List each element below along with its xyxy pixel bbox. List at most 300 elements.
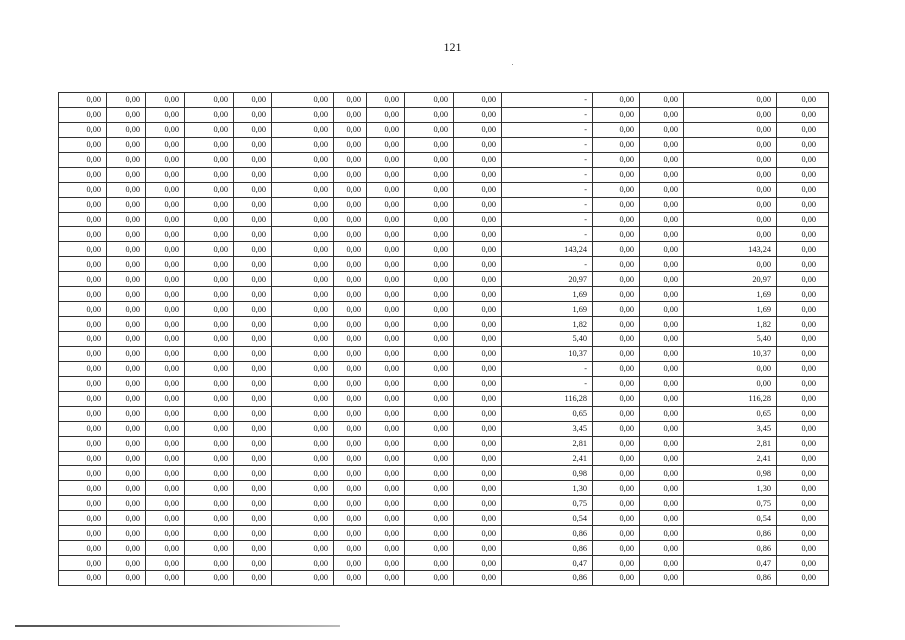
- table-cell: 0,00: [593, 107, 640, 122]
- table-cell: 0,00: [367, 391, 405, 406]
- table-cell: 0,00: [367, 227, 405, 242]
- table-cell: 0,00: [334, 436, 367, 451]
- table-cell: 20,97: [502, 272, 593, 287]
- table-cell: 0,86: [684, 541, 777, 556]
- table-cell: 0,00: [334, 122, 367, 137]
- table-cell: 0,00: [334, 197, 367, 212]
- table-cell: 1,82: [684, 317, 777, 332]
- table-cell: 0,00: [272, 526, 334, 541]
- table-cell: 0,00: [367, 302, 405, 317]
- table-cell: 0,00: [367, 317, 405, 332]
- table-cell: 0,00: [640, 376, 684, 391]
- table-cell: 0,00: [334, 257, 367, 272]
- table-cell: 0,00: [593, 302, 640, 317]
- table-cell: 0,00: [234, 391, 272, 406]
- table-cell: 0,00: [405, 496, 454, 511]
- table-cell: 0,00: [684, 361, 777, 376]
- table-cell: 0,65: [684, 406, 777, 421]
- table-cell: -: [502, 152, 593, 167]
- table-cell: 0,00: [684, 182, 777, 197]
- table-cell: 0,00: [272, 287, 334, 302]
- table-cell: 0,00: [640, 122, 684, 137]
- table-cell: -: [502, 107, 593, 122]
- scan-artifact-line: [15, 625, 340, 627]
- table-cell: 0,00: [146, 242, 185, 257]
- table-cell: 0,00: [59, 317, 107, 332]
- table-cell: 0,00: [405, 481, 454, 496]
- table-cell: 0,00: [272, 107, 334, 122]
- table-cell: 0,00: [593, 436, 640, 451]
- table-cell: 0,00: [107, 496, 146, 511]
- table-cell: 0,00: [334, 541, 367, 556]
- table-cell: 0,00: [272, 376, 334, 391]
- table-cell: 0,00: [107, 272, 146, 287]
- table-cell: 0,00: [593, 541, 640, 556]
- table-cell: 0,00: [107, 182, 146, 197]
- table-cell: 0,00: [146, 376, 185, 391]
- table-cell: 0,00: [272, 212, 334, 227]
- table-cell: 0,86: [502, 526, 593, 541]
- table-cell: 0,00: [405, 167, 454, 182]
- table-cell: 0,00: [334, 152, 367, 167]
- table-cell: 0,00: [185, 242, 234, 257]
- table-cell: 10,37: [502, 346, 593, 361]
- table-cell: 0,00: [684, 376, 777, 391]
- table-cell: 0,00: [640, 511, 684, 526]
- table-cell: 0,00: [684, 122, 777, 137]
- table-cell: 0,00: [185, 227, 234, 242]
- table-cell: 0,00: [234, 272, 272, 287]
- table-row: [59, 93, 829, 108]
- table-cell: -: [502, 227, 593, 242]
- table-cell: 0,00: [405, 556, 454, 571]
- table-cell: 0,00: [405, 287, 454, 302]
- table-cell: 0,00: [640, 332, 684, 347]
- table-row: [59, 436, 829, 451]
- table-cell: 0,00: [107, 436, 146, 451]
- table-cell: 0,00: [234, 302, 272, 317]
- table-cell: 0,98: [502, 466, 593, 481]
- table-cell: 0,00: [405, 197, 454, 212]
- table-cell: -: [502, 137, 593, 152]
- table-cell: 0,00: [272, 317, 334, 332]
- table-cell: 0,00: [146, 257, 185, 272]
- table-cell: 0,00: [107, 511, 146, 526]
- table-cell: 0,00: [454, 511, 502, 526]
- table-cell: 0,00: [146, 496, 185, 511]
- table-cell: 0,00: [640, 556, 684, 571]
- table-cell: 0,00: [640, 361, 684, 376]
- table-cell: 0,00: [146, 317, 185, 332]
- table-cell: 0,00: [107, 317, 146, 332]
- table-cell: 0,00: [107, 332, 146, 347]
- table-cell: 0,00: [107, 406, 146, 421]
- table-cell: 0,00: [777, 421, 829, 436]
- table-cell: 0,00: [146, 167, 185, 182]
- table-cell: 0,00: [272, 182, 334, 197]
- table-cell: 0,00: [234, 496, 272, 511]
- table-cell: 0,00: [185, 436, 234, 451]
- table-cell: 0,00: [334, 511, 367, 526]
- table-cell: 0,00: [777, 571, 829, 586]
- table-cell: 0,65: [502, 406, 593, 421]
- table-cell: 0,00: [640, 346, 684, 361]
- table-cell: 0,00: [272, 361, 334, 376]
- table-cell: 0,00: [272, 257, 334, 272]
- table-cell: 0,54: [684, 511, 777, 526]
- table-cell: 0,00: [234, 242, 272, 257]
- table-cell: 0,00: [59, 526, 107, 541]
- table-cell: 0,00: [272, 332, 334, 347]
- table-cell: 0,00: [234, 137, 272, 152]
- table-cell: 0,00: [367, 481, 405, 496]
- table-cell: 0,00: [405, 317, 454, 332]
- table-cell: 0,00: [593, 257, 640, 272]
- table-cell: 0,00: [59, 421, 107, 436]
- table-row: [59, 391, 829, 406]
- table-cell: 0,00: [107, 391, 146, 406]
- table-cell: 0,00: [185, 361, 234, 376]
- table-cell: 5,40: [502, 332, 593, 347]
- table-cell: 143,24: [502, 242, 593, 257]
- table-cell: 0,00: [146, 556, 185, 571]
- table-cell: 0,00: [185, 541, 234, 556]
- table-cell: 0,00: [185, 332, 234, 347]
- table-cell: 1,69: [502, 287, 593, 302]
- table-cell: 0,00: [234, 152, 272, 167]
- table-cell: 0,00: [405, 451, 454, 466]
- table-cell: 0,00: [146, 197, 185, 212]
- table-cell: 0,00: [59, 376, 107, 391]
- table-cell: 0,00: [234, 257, 272, 272]
- table-cell: 0,00: [367, 242, 405, 257]
- table-cell: 0,00: [367, 571, 405, 586]
- table-cell: 0,00: [146, 526, 185, 541]
- table-cell: 0,00: [334, 227, 367, 242]
- table-cell: 0,00: [107, 361, 146, 376]
- table-row: [59, 361, 829, 376]
- table-cell: 0,00: [146, 451, 185, 466]
- table-cell: 0,00: [59, 496, 107, 511]
- table-cell: 0,00: [234, 526, 272, 541]
- table-cell: 0,86: [502, 541, 593, 556]
- table-cell: 0,00: [234, 466, 272, 481]
- table-cell: 0,00: [640, 302, 684, 317]
- table-cell: 0,00: [185, 511, 234, 526]
- table-cell: 0,00: [454, 93, 502, 108]
- table-cell: 0,00: [272, 406, 334, 421]
- table-cell: 0,00: [107, 152, 146, 167]
- table-cell: 0,00: [454, 137, 502, 152]
- table-cell: 0,00: [59, 556, 107, 571]
- table-cell: 1,30: [502, 481, 593, 496]
- table-cell: 0,00: [367, 332, 405, 347]
- table-cell: 0,00: [777, 272, 829, 287]
- table-cell: 0,00: [777, 481, 829, 496]
- table-cell: 0,00: [334, 391, 367, 406]
- table-cell: 0,00: [185, 93, 234, 108]
- table-row: [59, 122, 829, 137]
- table-row: [59, 257, 829, 272]
- table-cell: 0,00: [367, 406, 405, 421]
- table-cell: 0,00: [777, 466, 829, 481]
- table-cell: 0,00: [367, 257, 405, 272]
- table-cell: 0,00: [777, 526, 829, 541]
- table-cell: 0,00: [107, 197, 146, 212]
- table-cell: 0,00: [405, 571, 454, 586]
- table-cell: 0,00: [593, 346, 640, 361]
- table-cell: 0,00: [59, 511, 107, 526]
- table-cell: 0,00: [454, 406, 502, 421]
- table-cell: 0,00: [107, 257, 146, 272]
- table-cell: 0,00: [185, 556, 234, 571]
- table-cell: 5,40: [684, 332, 777, 347]
- table-cell: 0,00: [640, 406, 684, 421]
- table-row: [59, 556, 829, 571]
- table-cell: 0,00: [367, 167, 405, 182]
- table-cell: 0,00: [272, 197, 334, 212]
- table-cell: 0,00: [334, 361, 367, 376]
- table-cell: 0,00: [107, 346, 146, 361]
- table-cell: 0,00: [367, 376, 405, 391]
- table-row: [59, 152, 829, 167]
- table-cell: 0,00: [185, 451, 234, 466]
- table-cell: 0,00: [146, 421, 185, 436]
- table-cell: 0,00: [454, 257, 502, 272]
- table-cell: 0,00: [405, 227, 454, 242]
- table-cell: 0,00: [367, 152, 405, 167]
- table-cell: 0,00: [272, 451, 334, 466]
- table-cell: 0,00: [454, 287, 502, 302]
- table-row: [59, 421, 829, 436]
- table-cell: 0,00: [454, 481, 502, 496]
- table-cell: 0,00: [405, 182, 454, 197]
- table-cell: 0,00: [334, 182, 367, 197]
- table-cell: 0,00: [234, 212, 272, 227]
- table-cell: 0,00: [454, 107, 502, 122]
- table-cell: 0,00: [272, 421, 334, 436]
- table-cell: 0,00: [684, 93, 777, 108]
- table-cell: 0,00: [684, 167, 777, 182]
- table-cell: 0,00: [777, 182, 829, 197]
- table-cell: 0,00: [59, 137, 107, 152]
- table-cell: 0,00: [367, 346, 405, 361]
- table-cell: 0,00: [334, 556, 367, 571]
- table-row: [59, 287, 829, 302]
- table-cell: 0,00: [59, 481, 107, 496]
- table-cell: 0,00: [405, 541, 454, 556]
- table-cell: 0,00: [334, 137, 367, 152]
- table-cell: 0,00: [593, 317, 640, 332]
- table-cell: 0,00: [454, 242, 502, 257]
- table-cell: 0,00: [454, 466, 502, 481]
- table-cell: 0,00: [107, 451, 146, 466]
- table-cell: 0,00: [107, 571, 146, 586]
- table-cell: 0,00: [334, 496, 367, 511]
- table-cell: 0,00: [107, 212, 146, 227]
- table-row: [59, 182, 829, 197]
- table-row: [59, 346, 829, 361]
- table-cell: 0,00: [405, 526, 454, 541]
- table-cell: 0,00: [334, 212, 367, 227]
- table-cell: 0,00: [272, 346, 334, 361]
- table-cell: 0,00: [367, 93, 405, 108]
- table-row: [59, 317, 829, 332]
- table-cell: 0,00: [454, 197, 502, 212]
- table-cell: 0,00: [272, 167, 334, 182]
- table-cell: 0,00: [334, 451, 367, 466]
- table-cell: 0,00: [777, 287, 829, 302]
- table-cell: 0,00: [405, 391, 454, 406]
- table-cell: 0,00: [59, 122, 107, 137]
- table-cell: 1,82: [502, 317, 593, 332]
- table-cell: 0,00: [640, 287, 684, 302]
- table-cell: 0,00: [334, 376, 367, 391]
- table-cell: 0,00: [234, 406, 272, 421]
- table-cell: 0,00: [59, 212, 107, 227]
- table-cell: 0,00: [59, 272, 107, 287]
- table-cell: 2,41: [502, 451, 593, 466]
- table-cell: 0,00: [405, 466, 454, 481]
- table-cell: 3,45: [502, 421, 593, 436]
- table-cell: 0,00: [640, 107, 684, 122]
- table-cell: 0,00: [405, 376, 454, 391]
- table-cell: 0,00: [777, 242, 829, 257]
- table-row: [59, 451, 829, 466]
- table-cell: 0,00: [405, 346, 454, 361]
- table-row: [59, 481, 829, 496]
- table-cell: 0,00: [146, 272, 185, 287]
- table-cell: 0,00: [777, 511, 829, 526]
- table-cell: 0,00: [272, 137, 334, 152]
- table-cell: 0,00: [454, 556, 502, 571]
- table-row: [59, 197, 829, 212]
- table-cell: 0,00: [405, 361, 454, 376]
- table-cell: 0,00: [234, 317, 272, 332]
- table-cell: 0,00: [777, 212, 829, 227]
- table-cell: 0,00: [59, 391, 107, 406]
- table-cell: 0,00: [107, 541, 146, 556]
- table-cell: 0,00: [454, 526, 502, 541]
- table-cell: 0,00: [107, 242, 146, 257]
- table-cell: -: [502, 361, 593, 376]
- table-cell: 0,00: [146, 137, 185, 152]
- table-cell: 0,00: [234, 541, 272, 556]
- table-cell: 0,00: [107, 167, 146, 182]
- table-row: [59, 376, 829, 391]
- table-cell: 0,00: [367, 496, 405, 511]
- table-cell: 0,00: [593, 496, 640, 511]
- table-cell: 1,69: [684, 302, 777, 317]
- table-cell: 0,00: [185, 466, 234, 481]
- table-cell: 0,00: [367, 466, 405, 481]
- table-cell: 0,00: [185, 481, 234, 496]
- table-cell: 0,00: [146, 182, 185, 197]
- table-cell: 0,00: [593, 137, 640, 152]
- table-cell: 0,00: [59, 346, 107, 361]
- table-cell: 0,00: [107, 287, 146, 302]
- table-cell: 0,00: [777, 406, 829, 421]
- table-cell: 0,00: [367, 421, 405, 436]
- table-row: [59, 212, 829, 227]
- table-cell: 0,00: [777, 376, 829, 391]
- table-cell: 0,00: [334, 107, 367, 122]
- table-cell: 0,00: [367, 137, 405, 152]
- table-cell: 0,00: [777, 436, 829, 451]
- table-cell: 0,00: [593, 197, 640, 212]
- table-cell: 0,00: [146, 436, 185, 451]
- table-cell: 0,00: [367, 541, 405, 556]
- table-cell: 0,00: [185, 272, 234, 287]
- table-cell: 0,00: [593, 242, 640, 257]
- table-cell: -: [502, 93, 593, 108]
- table-cell: 0,00: [367, 197, 405, 212]
- table-row: [59, 107, 829, 122]
- table-cell: 0,00: [640, 541, 684, 556]
- table-cell: 0,00: [272, 227, 334, 242]
- table-cell: 0,00: [59, 167, 107, 182]
- table-cell: 0,00: [107, 227, 146, 242]
- table-cell: 0,00: [405, 436, 454, 451]
- table-cell: 0,00: [107, 302, 146, 317]
- table-cell: 2,81: [684, 436, 777, 451]
- table-cell: 0,00: [640, 317, 684, 332]
- table-cell: 0,00: [185, 496, 234, 511]
- table-cell: 0,00: [185, 122, 234, 137]
- table-cell: 0,00: [334, 242, 367, 257]
- table-cell: -: [502, 376, 593, 391]
- table-cell: 0,00: [777, 317, 829, 332]
- table-cell: 0,00: [146, 466, 185, 481]
- table-cell: 0,00: [146, 332, 185, 347]
- table-cell: 0,00: [367, 107, 405, 122]
- table-cell: 0,00: [146, 346, 185, 361]
- table-cell: 0,00: [405, 257, 454, 272]
- table-cell: 0,00: [107, 466, 146, 481]
- table-cell: 0,00: [107, 122, 146, 137]
- table-cell: 0,00: [777, 391, 829, 406]
- table-cell: 0,00: [454, 182, 502, 197]
- table-cell: 0,00: [640, 242, 684, 257]
- table-cell: 0,00: [593, 287, 640, 302]
- page-number: 121: [443, 40, 462, 54]
- table-cell: 0,00: [454, 541, 502, 556]
- table-cell: 0,00: [405, 107, 454, 122]
- table-cell: 0,00: [185, 376, 234, 391]
- table-row: [59, 466, 829, 481]
- table-cell: 0,00: [146, 541, 185, 556]
- table-cell: 0,86: [684, 526, 777, 541]
- table-cell: 0,00: [234, 376, 272, 391]
- table-cell: 0,00: [593, 466, 640, 481]
- table-cell: 0,00: [185, 107, 234, 122]
- table-cell: 0,00: [640, 272, 684, 287]
- table-cell: 0,00: [640, 227, 684, 242]
- table-cell: 0,00: [185, 317, 234, 332]
- table-cell: 20,97: [684, 272, 777, 287]
- table-cell: 0,00: [640, 167, 684, 182]
- table-cell: 0,00: [405, 152, 454, 167]
- table-cell: 0,00: [684, 227, 777, 242]
- table-cell: 0,00: [405, 212, 454, 227]
- table-cell: 0,00: [234, 556, 272, 571]
- table-cell: 0,00: [234, 511, 272, 526]
- table-row: [59, 332, 829, 347]
- table-cell: 0,00: [593, 451, 640, 466]
- table-cell: 0,00: [234, 571, 272, 586]
- table-cell: 143,24: [684, 242, 777, 257]
- table-cell: 0,00: [146, 406, 185, 421]
